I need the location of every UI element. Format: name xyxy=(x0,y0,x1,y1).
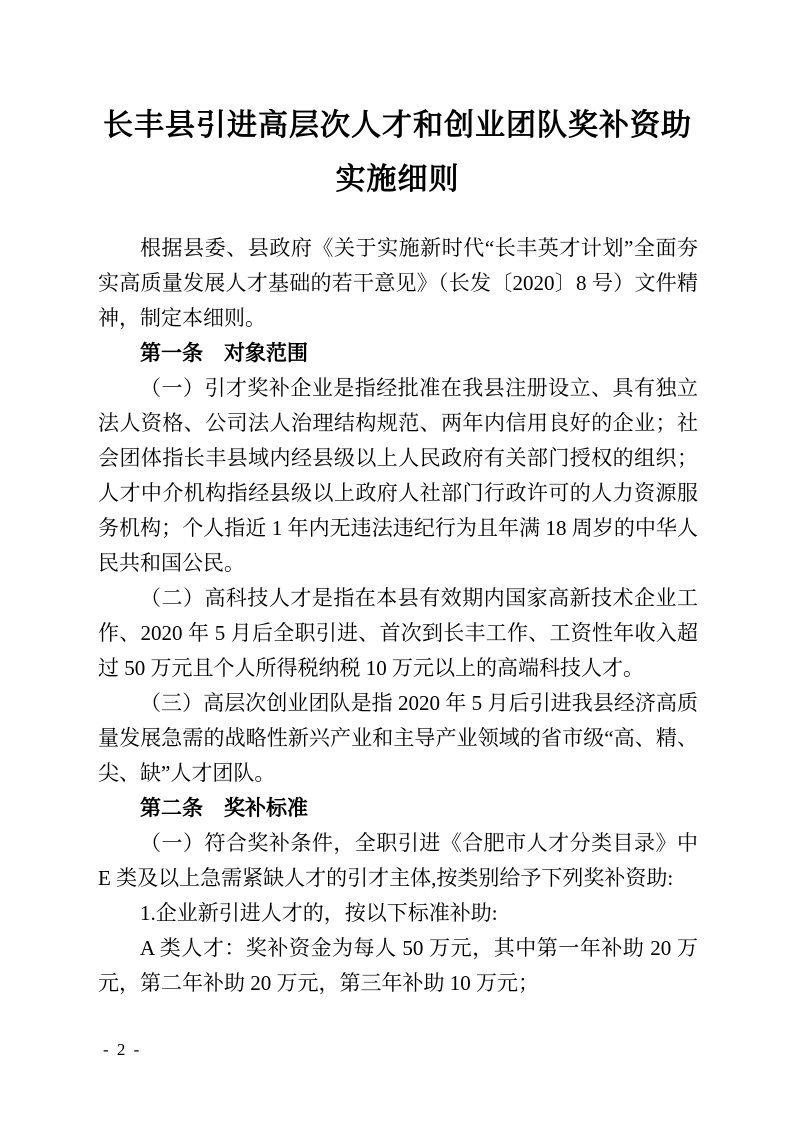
paragraph-article-2-item-1: （一）符合奖补条件，全职引进《合肥市人才分类目录》中E 类及以上急需紧缺人才的引才主体,按类别给予下列奖补资助: xyxy=(98,831,698,890)
paragraph-article-1-item-1: （一）引才奖补企业是指经批准在我县注册设立、具有独立法人资格、公司法人治理结构规范、两年内信用良好的企业；社会团体指长丰县域内经县级以上人民政府有关部门授权的组织；人才中介机构指经县级以上政府人社部门行政许可的人力资源服务机构；个人指近 1 年内无违法违纪行为且年满 18 周岁的中华人民共和国公民。 xyxy=(98,376,698,575)
paragraph-article-2-subitem-1: 1.企业新引进人才的，按以下标准补助: xyxy=(140,901,498,925)
paragraph-article-1-item-2: （二）高科技人才是指在本县有效期内国家高新技术企业工作、2020 年 5 月后全职引进、首次到长丰工作、工资性年收入超过 50 万元且个人所得税纳税 10 万元以上的高端科技人才。 xyxy=(98,586,698,680)
document-title-line-1: 长丰县引进高层次人才和创业团队奖补资助 xyxy=(103,109,692,142)
document-title xyxy=(97,99,698,207)
document-body xyxy=(98,231,698,1001)
paragraph-article-2-class-a-standard: A 类人才：奖补资金为每人 50 万元，其中第一年补助 20 万元，第二年补助 20 万元，第三年补助 10 万元； xyxy=(98,936,698,995)
page-number: - 2 - xyxy=(103,1040,142,1059)
section-heading-article-1: 第一条 对象范围 xyxy=(140,342,308,365)
paragraph-basis: 根据县委、县政府《关于实施新时代“长丰英才计划”全面夯实高质量发展人才基础的若干意见》（长发〔2020〕8 号）文件精神，制定本细则。 xyxy=(98,236,698,330)
document-title-line-2: 实施细则 xyxy=(335,163,460,196)
paragraph-article-1-item-3: （三）高层次创业团队是指 2020 年 5 月后引进我县经济高质量发展急需的战略性新兴产业和主导产业领域的省市级“高、精、尖、缺”人才团队。 xyxy=(98,691,698,785)
section-heading-article-2: 第二条 奖补标准 xyxy=(140,797,308,820)
page-footer xyxy=(103,1040,141,1060)
